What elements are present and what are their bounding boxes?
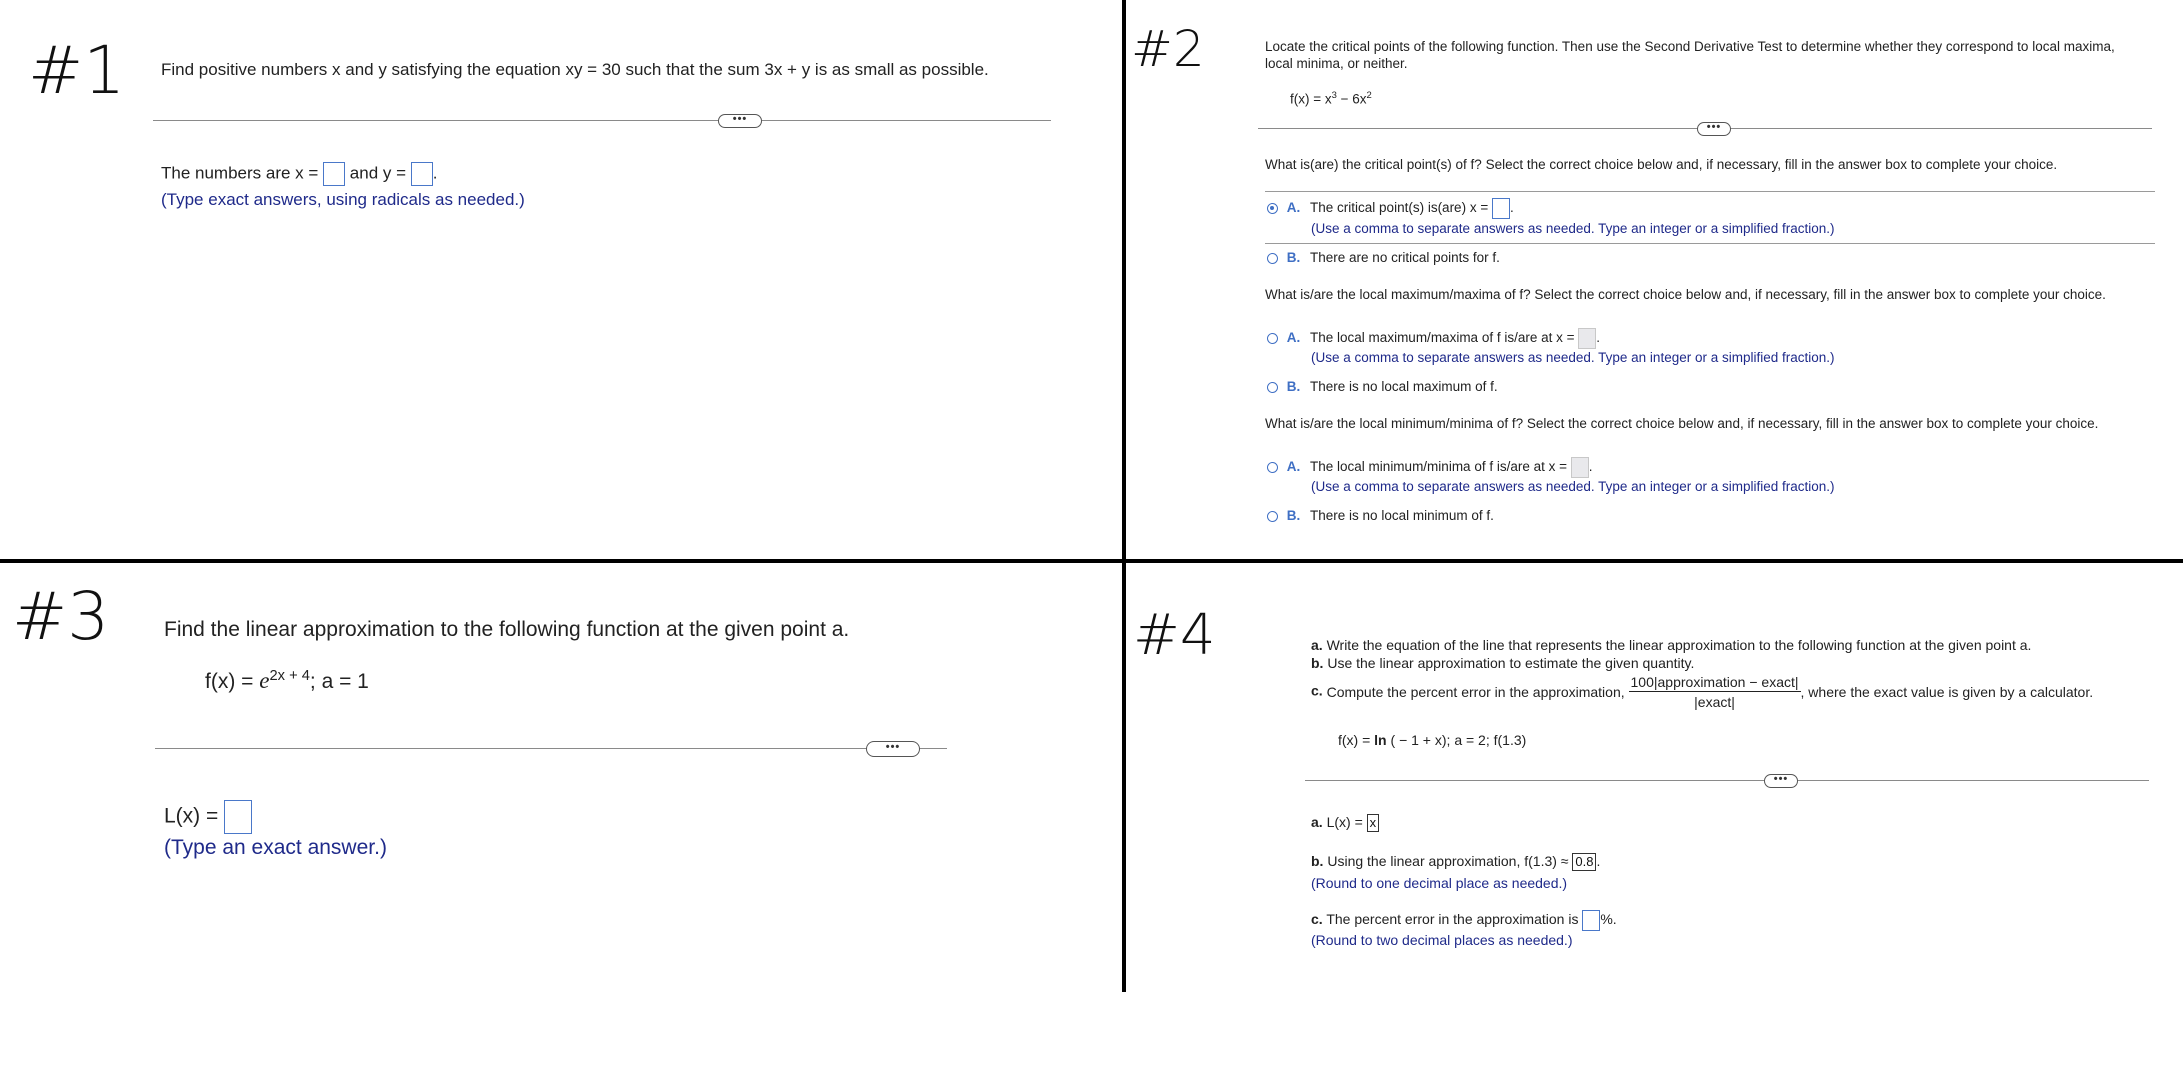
question-4-function-post: ( − 1 + x); a = 2; f(1.3) — [1386, 732, 1527, 748]
question-4-expand-button[interactable]: ••• — [1764, 774, 1798, 788]
question-4-line-a — [1311, 637, 2031, 653]
question-1-answer-post: . — [432, 163, 438, 183]
answer-c-post: %. — [1600, 911, 1617, 928]
vertical-divider — [1122, 0, 1126, 992]
choice-b-text: There are no critical points for f. — [1310, 250, 1500, 265]
question-1-answer-line — [161, 162, 438, 186]
line-b-text: Use the linear approximation to estimate the given quantity. — [1323, 655, 1695, 671]
line-a-text: Write the equation of the line that represents the linear approximation to the following function at the given point a. — [1322, 637, 2032, 653]
question-3-answer-label: L(x) = — [164, 804, 219, 828]
answer-b-input[interactable]: 0.8 — [1572, 853, 1596, 871]
choice-letter-a: A. — [1286, 459, 1301, 475]
question-2-part-1-choice-top — [1265, 191, 2155, 192]
question-2-tag: #2 — [1131, 20, 1205, 78]
question-3-answer-line — [164, 800, 252, 834]
choice-letter-b: B. — [1286, 250, 1301, 265]
question-4-line-b — [1311, 655, 1694, 671]
choice-letter-b: B. — [1286, 508, 1301, 523]
local-min-answer-box[interactable] — [1571, 457, 1589, 478]
question-1-answer-prefix: The numbers are x = — [161, 163, 319, 183]
question-4-answer-a — [1311, 814, 1379, 832]
question-4-function-ln: ln — [1374, 732, 1387, 748]
question-1-expand-button[interactable]: ••• — [718, 114, 762, 128]
choice-letter-a: A. — [1286, 330, 1301, 346]
question-1-answer-mid: and y = — [349, 163, 407, 183]
question-4-tag: #4 — [1133, 603, 1216, 668]
choice-letter-b: B. — [1286, 379, 1301, 394]
line-a-label: a. — [1311, 637, 1323, 653]
question-2-part-3-hint: (Use a comma to separate answers as needed. Type an integer or a simplified fraction.) — [1311, 479, 1835, 494]
question-2-function-exp1: 3 — [1331, 90, 1337, 101]
question-4-answer-b — [1311, 853, 1600, 871]
question-4-answer-c — [1311, 910, 1617, 931]
choice-b-text: There is no local minimum of f. — [1310, 508, 1494, 523]
choice-a-post: . — [1596, 330, 1601, 346]
question-2-part-2-hint: (Use a comma to separate answers as needed. Type an integer or a simplified fraction.) — [1311, 350, 1835, 365]
question-2-function — [1290, 90, 1372, 107]
question-3-function-base: e — [259, 668, 270, 693]
horizontal-divider — [0, 559, 2183, 563]
answer-b-post: . — [1596, 853, 1601, 869]
question-2-part-2-choice-b[interactable] — [1267, 379, 1498, 394]
question-2-function-exp2: 2 — [1366, 90, 1372, 101]
question-1-tag: #1 — [28, 32, 126, 109]
fraction-numerator: 100|approximation − exact| — [1630, 674, 1799, 690]
question-2-part-1-choice-bottom — [1265, 243, 2155, 244]
choice-a-post: . — [1588, 459, 1593, 475]
radio-unselected-icon[interactable] — [1267, 462, 1278, 473]
line-c-pre: Compute the percent error in the approximation, — [1322, 684, 1625, 700]
question-4-function-pre: f(x) = — [1338, 732, 1375, 748]
line-c-post: , where the exact value is given by a calculator. — [1800, 684, 2094, 700]
question-2-part-3-question: What is/are the local minimum/minima of f? Select the correct choice below and, if necessary, fill in the answer box to complete your choice. — [1265, 416, 2099, 431]
question-3-function-pre: f(x) = — [205, 670, 260, 693]
question-3-expand-button[interactable]: ••• — [866, 741, 920, 757]
question-3-prompt: Find the linear approximation to the following function at the given point a. — [164, 618, 850, 641]
radio-unselected-icon[interactable] — [1267, 253, 1278, 264]
answer-box-x[interactable] — [323, 162, 345, 186]
choice-a-text: The local minimum/minima of f is/are at x = — [1310, 459, 1567, 475]
question-2-expand-button[interactable]: ••• — [1697, 122, 1731, 136]
question-2-part-3-choice-b[interactable] — [1267, 508, 1494, 523]
answer-a-text: L(x) = — [1322, 814, 1363, 830]
answer-b-label: b. — [1311, 853, 1324, 869]
choice-b-text: There is no local maximum of f. — [1310, 379, 1498, 394]
linear-approximation-answer-box[interactable] — [224, 800, 252, 834]
question-3-function — [205, 668, 369, 694]
question-4-answer-b-hint: (Round to one decimal place as needed.) — [1311, 875, 1568, 891]
question-2-prompt: Locate the critical points of the following function. Then use the Second Derivative Test to determine whether they correspond to local maxima, local minima, or neither. — [1265, 39, 2115, 71]
radio-selected-icon[interactable] — [1267, 203, 1278, 214]
question-2-function-mid: − 6x — [1336, 91, 1367, 107]
question-2-part-1-question: What is(are) the critical point(s) of f? Select the correct choice below and, if necessary, fill in the answer box to complete your choice. — [1265, 157, 2058, 172]
critical-point-answer-box[interactable] — [1492, 198, 1510, 219]
question-1-separator — [153, 120, 1051, 121]
question-4-function — [1338, 732, 1526, 748]
question-2-part-1-hint: (Use a comma to separate answers as needed. Type an integer or a simplified fraction.) — [1311, 221, 1835, 236]
choice-a-post: . — [1509, 200, 1514, 216]
question-3-function-exp: 2x + 4 — [269, 668, 310, 684]
answer-a-label: a. — [1311, 814, 1323, 830]
answer-c-label: c. — [1311, 911, 1323, 928]
fraction-denominator: |exact| — [1694, 694, 1735, 710]
local-max-answer-box[interactable] — [1578, 328, 1596, 349]
question-4-line-c — [1311, 674, 2093, 710]
choice-a-text: The local maximum/maxima of f is/are at x = — [1310, 330, 1575, 346]
answer-c-text: The percent error in the approximation is — [1322, 911, 1579, 928]
radio-unselected-icon[interactable] — [1267, 382, 1278, 393]
question-2-part-2-question: What is/are the local maximum/maxima of f? Select the correct choice below and, if necessary, fill in the answer box to complete your choice. — [1265, 287, 2106, 302]
question-2-part-2-choice-a[interactable] — [1267, 328, 1600, 349]
answer-c-input[interactable] — [1582, 910, 1600, 931]
question-3-function-post: ; a = 1 — [309, 670, 369, 693]
line-b-label: b. — [1311, 655, 1324, 671]
line-c-label: c. — [1311, 682, 1323, 699]
choice-letter-a: A. — [1286, 200, 1301, 216]
question-4-separator — [1305, 780, 2149, 781]
question-2-part-1-choice-b[interactable] — [1267, 250, 1500, 265]
question-3-tag: #3 — [12, 578, 110, 655]
question-2-part-3-choice-a[interactable] — [1267, 457, 1593, 478]
question-2-function-base: f(x) = x — [1290, 91, 1332, 107]
question-1-prompt: Find positive numbers x and y satisfying the equation xy = 30 such that the sum 3x + y is as small as possible. — [161, 60, 989, 79]
answer-a-input[interactable]: x — [1367, 814, 1380, 832]
question-1-hint: (Type exact answers, using radicals as needed.) — [161, 190, 525, 209]
question-4-answer-c-hint: (Round to two decimal places as needed.) — [1311, 932, 1573, 948]
answer-b-text: Using the linear approximation, f(1.3) ≈ — [1323, 853, 1569, 869]
percent-error-fraction — [1629, 674, 1801, 710]
answer-box-y[interactable] — [411, 162, 433, 186]
question-3-separator — [155, 748, 947, 749]
radio-unselected-icon[interactable] — [1267, 511, 1278, 522]
question-3-hint: (Type an exact answer.) — [164, 836, 387, 859]
choice-a-text: The critical point(s) is(are) x = — [1310, 200, 1489, 216]
question-2-part-1-choice-a[interactable] — [1267, 198, 1514, 219]
radio-unselected-icon[interactable] — [1267, 333, 1278, 344]
